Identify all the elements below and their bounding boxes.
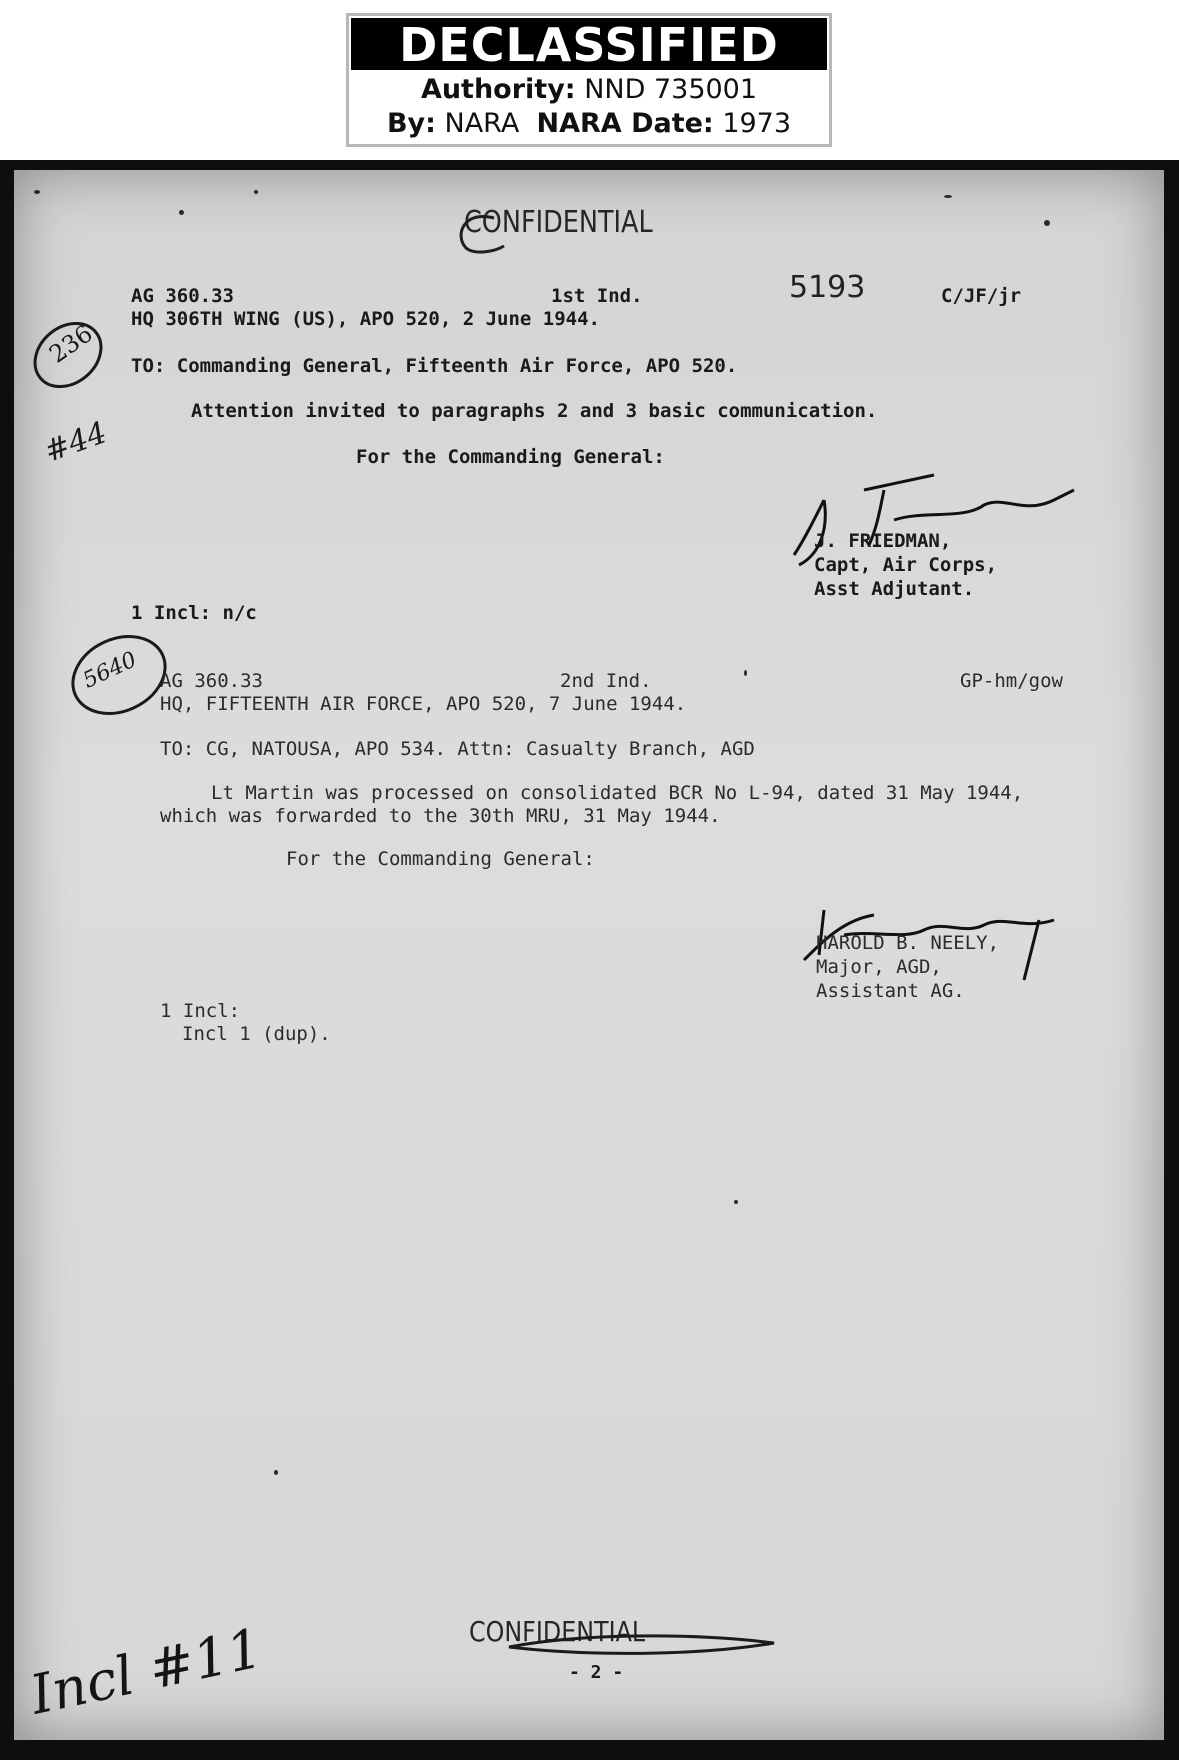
dust-speck [254, 190, 258, 194]
first-ind-initials: C/JF/jr [941, 285, 1022, 307]
second-ind-body-line1: Lt Martin was processed on consolidated BCR No L-94, dated 31 May 1944, [211, 782, 1024, 804]
second-ind-signer-title: Assistant AG. [816, 980, 965, 1002]
nara-date-label: NARA Date: [536, 108, 714, 139]
first-ind-closing: For the Commanding General: [356, 446, 665, 468]
first-ind-label: 1st Ind. [551, 285, 643, 307]
second-ind-incl-line1: 1 Incl: [160, 1000, 241, 1022]
second-ind-signer-name: HAROLD B. NEELY, [816, 932, 1000, 954]
declassified-title: DECLASSIFIED [351, 18, 827, 70]
first-ind-signer-rank: Capt, Air Corps, [814, 554, 998, 576]
handwritten-5640: 5640 [79, 647, 141, 694]
authority-value: NND 735001 [584, 74, 758, 105]
document-sheet [14, 170, 1164, 1740]
second-ind-initials: GP-hm/gow [960, 670, 1063, 692]
second-ind-signer-rank: Major, AGD, [816, 956, 942, 978]
first-ind-from: HQ 306TH WING (US), APO 520, 2 June 1944. [131, 308, 600, 330]
dust-speck [744, 670, 747, 676]
handwritten-mark: #44 [39, 415, 112, 470]
first-ind-signer-title: Asst Adjutant. [814, 578, 975, 600]
dust-speck [34, 190, 40, 194]
by-line [349, 107, 829, 141]
dust-speck [734, 1200, 738, 1204]
classification-strike [504, 1625, 784, 1665]
classification-top: CONFIDENTIAL [464, 205, 653, 240]
authority-label: Authority: [420, 74, 576, 105]
scanned-page [0, 160, 1179, 1760]
second-ind-from: HQ, FIFTEENTH AIR FORCE, APO 520, 7 June 1944. [160, 693, 687, 715]
dust-speck [274, 1470, 278, 1475]
dust-speck [1044, 220, 1050, 226]
first-ind-to: TO: Commanding General, Fifteenth Air Force, APO 520. [131, 355, 738, 377]
by-value: NARA [444, 108, 520, 139]
by-label: By: [386, 108, 436, 139]
authority-line [349, 73, 829, 107]
nara-date-value: 1973 [722, 108, 792, 139]
page-number: - 2 - [569, 1662, 624, 1683]
second-ind-incl-line2: Incl 1 (dup). [182, 1023, 331, 1045]
second-ind-closing: For the Commanding General: [286, 848, 595, 870]
dust-speck [179, 210, 184, 215]
first-ind-signer-name: J. FRIEDMAN, [814, 530, 952, 552]
classification-scribble [454, 210, 514, 260]
second-ind-label: 2nd Ind. [560, 670, 652, 692]
declassified-stamp [346, 13, 832, 147]
stamp-number: 5193 [789, 270, 866, 305]
second-ind-to: TO: CG, NATOUSA, APO 534. Attn: Casualty Branch, AGD [160, 738, 755, 760]
first-ind-incl: 1 Incl: n/c [131, 602, 257, 624]
dust-speck [944, 195, 952, 198]
second-ind-body-line2: which was forwarded to the 30th MRU, 31 May 1944. [160, 805, 721, 827]
second-ind-file-ref: AG 360.33 [160, 670, 263, 692]
handwritten-236: 236 [44, 319, 98, 369]
first-ind-file-ref: AG 360.33 [131, 285, 234, 307]
classification-bottom: CONFIDENTIAL [469, 1615, 646, 1648]
first-ind-body: Attention invited to paragraphs 2 and 3 basic communication. [191, 400, 878, 422]
handwritten-incl-11: Incl #11 [25, 1616, 268, 1727]
